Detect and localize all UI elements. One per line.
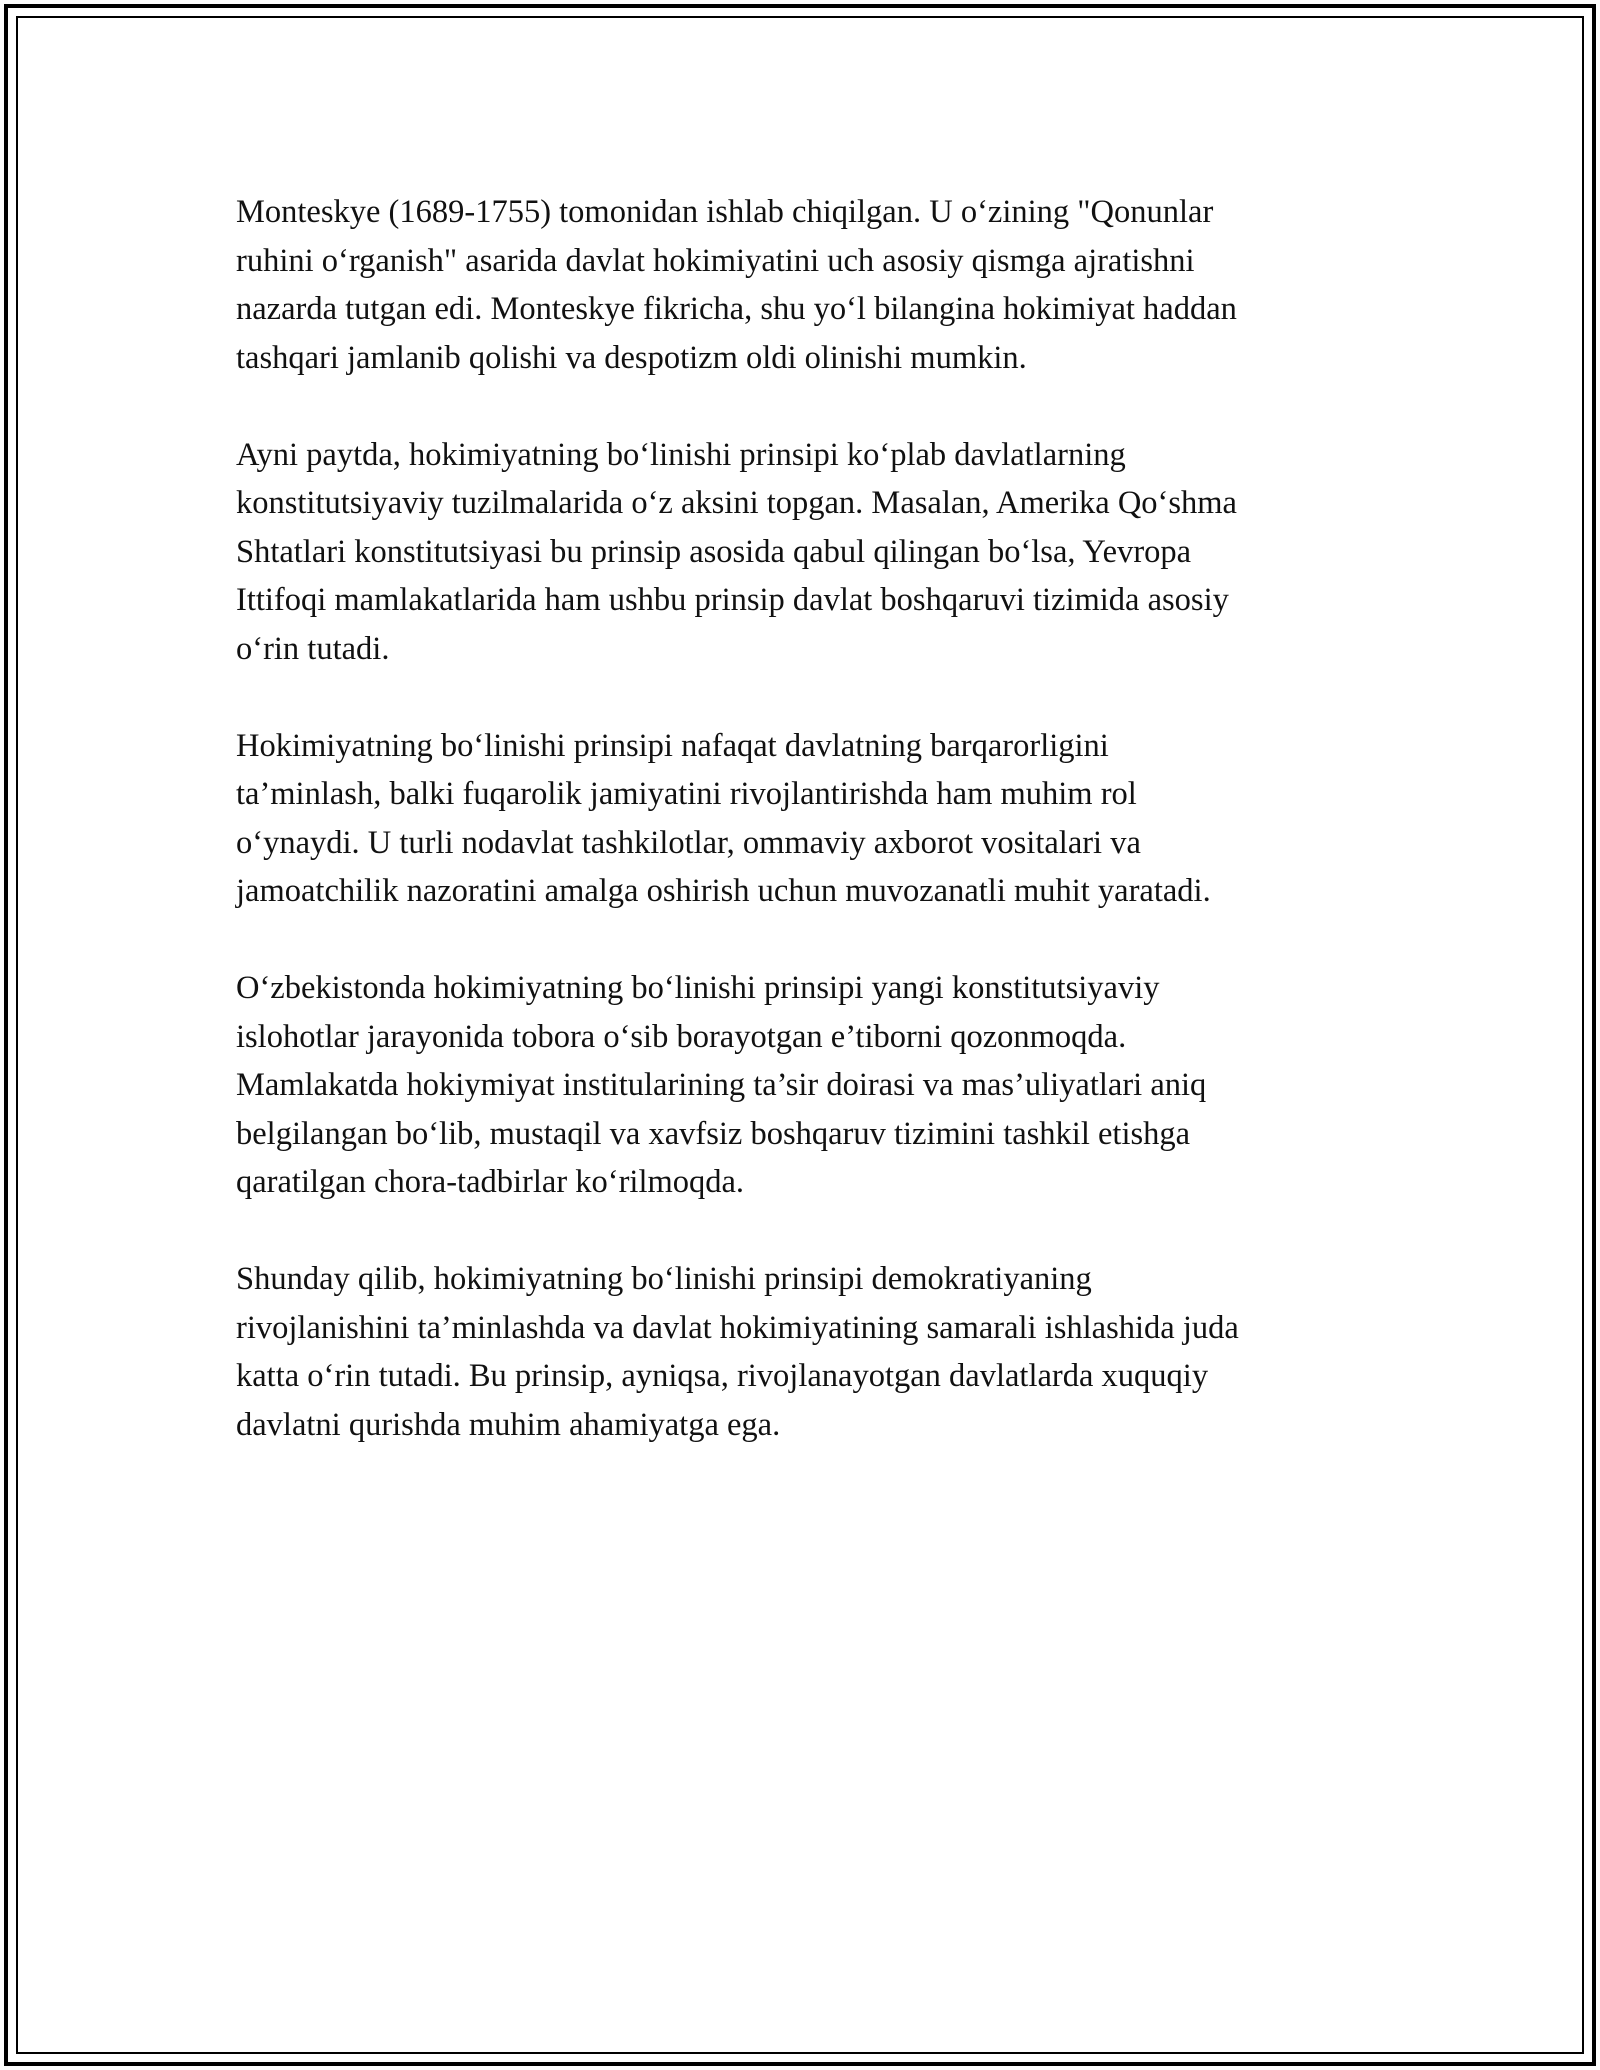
document-body bbox=[236, 188, 1386, 1498]
paragraph-2: Ayni paytda, hokimiyatning bo‘linishi prinsipi ko‘plab davlatlarning konstitutsiyaviy tuzilmalarida o‘z aksini topgan. Masalan, Amerika Qo‘shma Shtatlari konstitutsiyasi bu prinsip asosida qabul qilingan bo‘lsa, Yevropa Ittifoqi mamlakatlarida ham ushbu prinsip davlat boshqaruvi tizimida asosiy o‘rin tutadi. bbox=[236, 436, 1237, 667]
paragraph-1: Monteskye (1689-1755) tomonidan ishlab chiqilgan. U o‘zining "Qonunlar ruhini o‘rganish" asarida davlat hokimiyatini uch asosiy qismga ajratishni nazarda tutgan edi. Monteskye fikricha, shu yo‘l bilangina hokimiyat haddan tashqari jamlanib qolishi va despotizm oldi olinishi mumkin. bbox=[236, 194, 1237, 376]
paragraph-3: Hokimiyatning bo‘linishi prinsipi nafaqat davlatning barqarorligini ta’minlash, balki fuqarolik jamiyatini rivojlantirishda ham muhim rol o‘ynaydi. U turli nodavlat tashkilotlar, ommaviy axborot vositalari va jamoatchilik nazoratini amalga oshirish uchun muvozanatli muhit yaratadi. bbox=[236, 727, 1211, 909]
paragraph-5: Shunday qilib, hokimiyatning bo‘linishi prinsipi demokratiyaning rivojlanishini ta’minlashda va davlat hokimiyatining samarali ishlashida juda katta o‘rin tutadi. Bu prinsip, ayniqsa, rivojlanayotgan davlatlarda xuquqiy davlatni qurishda muhim ahamiyatga ega. bbox=[236, 1261, 1239, 1443]
paragraph-4: O‘zbekistonda hokimiyatning bo‘linishi prinsipi yangi konstitutsiyaviy islohotlar jarayonida tobora o‘sib borayotgan e’tiborni qozonmoqda. Mamlakatda hokiymiyat institularining ta’sir doirasi va mas’uliyatlari aniq belgilangan bo‘lib, mustaqil va xavfsiz boshqaruv tizimini tashkil etishga qaratilgan chora-tadbirlar ko‘rilmoqda. bbox=[236, 970, 1207, 1200]
